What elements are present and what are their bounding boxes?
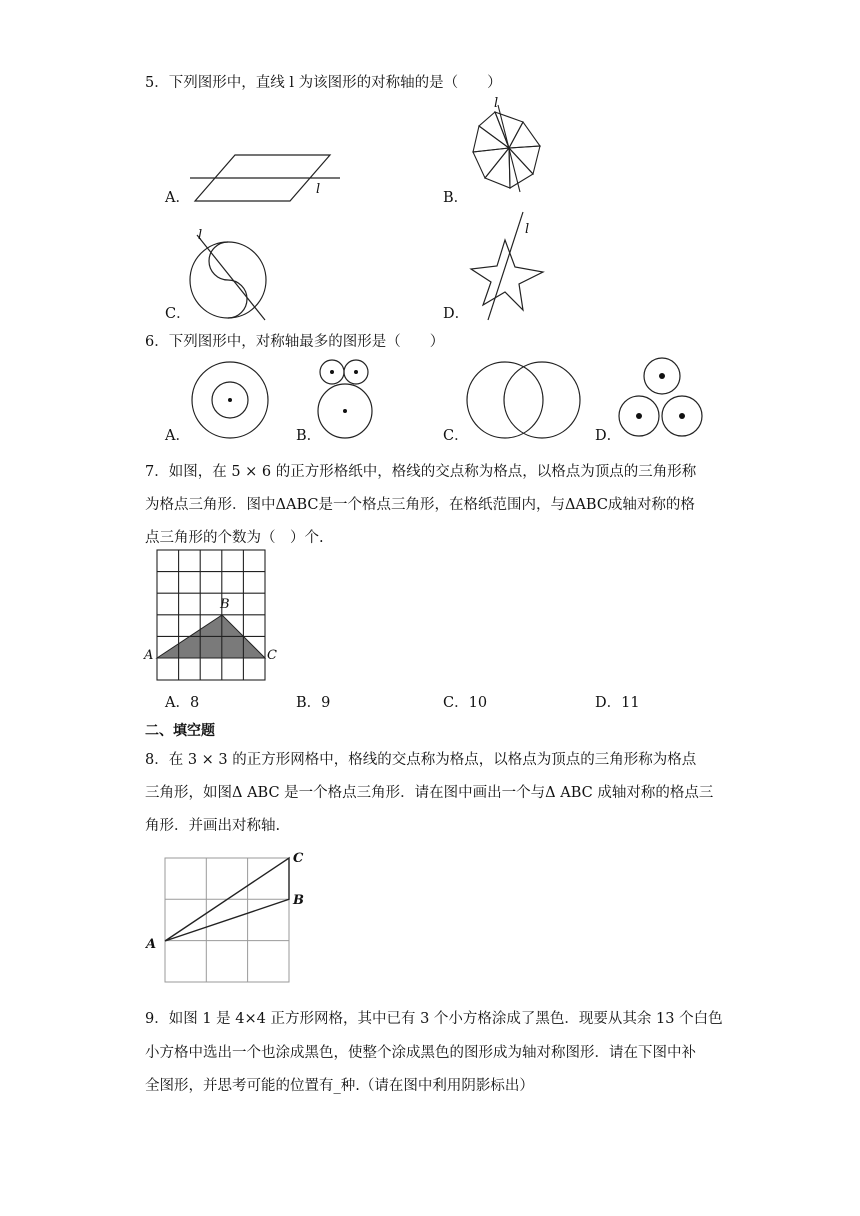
q5-option-b-label[interactable]: B． [443, 190, 469, 206]
q5-figure-a-axis-label: l [316, 182, 321, 197]
q6-option-b-label[interactable]: B． [296, 428, 322, 444]
q6-option-a-label[interactable]: A． [165, 428, 190, 444]
q7-option-d[interactable]: D．11 [595, 695, 640, 711]
q6-figure-d-triangle-circles [618, 358, 708, 443]
q7-option-a[interactable]: A．8 [165, 695, 200, 711]
q9-text-line-3: 全图形，并思考可能的位置有_种.（请在图中利用阴影标出） [145, 1078, 534, 1094]
q5-option-d-label[interactable]: D． [443, 306, 470, 322]
q9-text-line-1: 9．如图 1 是 4×4 正方形网格，其中已有 3 个小方格涂成了黑色．现要从其余 13 个白色 [145, 1011, 723, 1027]
section-title: 二、填空题 [145, 723, 215, 739]
q6-figure-a-concentric-circles [190, 360, 270, 440]
q5-option-c-label[interactable]: C． [165, 306, 191, 322]
q5-figure-c-yinyang [185, 230, 275, 325]
q7-text-line-1: 7．如图，在 5 × 6 的正方形格纸中，格线的交点称为格点，以格点为顶点的三角形称 [145, 464, 697, 480]
q7-text-line-3: 点三角形的个数为（ ）个. [145, 530, 324, 546]
q9-text-line-2: 小方格中选出一个也涂成黑色，使整个涂成黑色的图形成为轴对称图形．请在下图中补 [145, 1045, 696, 1061]
q5-figure-c-axis-label: l [198, 228, 203, 243]
q7-grid-figure [157, 550, 265, 680]
q7-label-b: B [220, 597, 230, 612]
q5-figure-b-axis-label: l [494, 96, 499, 111]
q7-option-b[interactable]: B．9 [296, 695, 331, 711]
q7-label-a: A [144, 648, 154, 663]
q8-label-a: A [146, 937, 157, 952]
q7-label-c: C [267, 648, 277, 663]
q6-text: 6．下列图形中，对称轴最多的图形是（ ） [145, 334, 445, 350]
q7-option-c[interactable]: C．10 [443, 695, 488, 711]
q8-text-line-1: 8．在 3 × 3 的正方形网格中，格线的交点称为格点，以格点为顶点的三角形称为格点 [145, 752, 697, 768]
q8-text-line-2: 三角形，如图Δ ABC 是一个格点三角形．请在图中画出一个与Δ ABC 成轴对称的格点三 [145, 785, 714, 801]
q8-label-b: B [293, 893, 304, 908]
q8-grid-figure [165, 858, 290, 983]
q8-label-c: C [293, 851, 304, 866]
q8-text-line-3: 角形．并画出对称轴. [145, 818, 281, 834]
q5-figure-a-parallelogram [190, 150, 350, 200]
q5-figure-d-star [465, 212, 550, 322]
q5-option-a-label[interactable]: A． [165, 190, 190, 206]
q5-figure-d-axis-label: l [525, 222, 530, 237]
q6-option-d-label[interactable]: D． [595, 428, 622, 444]
q5-text: 5．下列图形中，直线 l 为该图形的对称轴的是（ ） [145, 75, 502, 91]
q6-option-c-label[interactable]: C． [443, 428, 469, 444]
q7-text-line-2: 为格点三角形．图中ΔABC是一个格点三角形，在格纸范围内，与ΔABC成轴对称的格 [145, 497, 695, 513]
q5-figure-b-pinwheel [465, 100, 550, 195]
q6-figure-b-three-circles [315, 357, 375, 442]
q6-figure-c-overlapping-circles [465, 360, 585, 442]
